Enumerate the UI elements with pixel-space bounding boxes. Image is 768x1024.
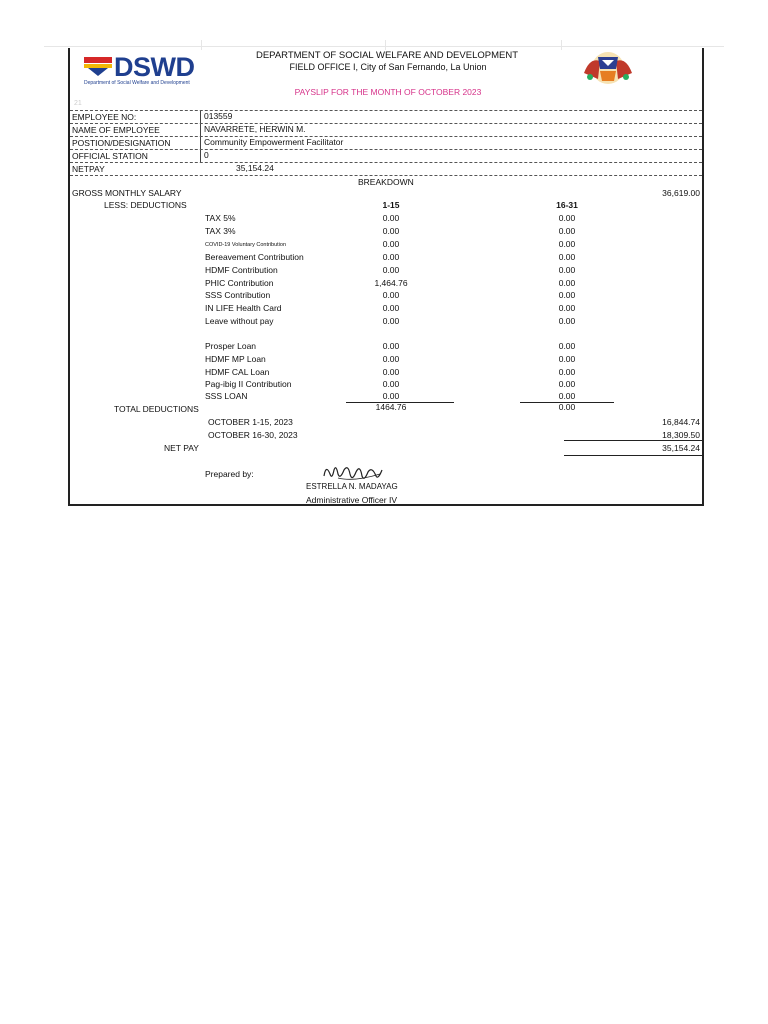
period1-value: 16,844.74 <box>662 417 700 427</box>
period1-label: OCTOBER 1-15, 2023 <box>208 417 293 427</box>
info-value: 35,154.24 <box>236 163 274 173</box>
info-label: NAME OF EMPLOYEE <box>72 125 160 135</box>
total-deductions-1-15: 1464.76 <box>375 402 407 412</box>
deduction-amount-1-15: 0.00 <box>382 265 400 275</box>
deduction-name: Pag-ibig II Contribution <box>205 379 292 389</box>
net-pay-label: NET PAY <box>164 443 199 453</box>
deduction-amount-16-31: 0.00 <box>558 239 576 249</box>
info-label: OFFICIAL STATION <box>72 151 148 161</box>
deduction-amount-16-31: 0.00 <box>558 303 576 313</box>
department-name: DEPARTMENT OF SOCIAL WELFARE AND DEVELOPMENT <box>255 50 518 61</box>
info-value: NAVARRETE, HERWIN M. <box>204 124 306 134</box>
deduction-amount-16-31: 0.00 <box>558 226 576 236</box>
bagong-pilipinas-emblem-icon <box>578 51 638 85</box>
deduction-amount-16-31: 0.00 <box>558 316 576 326</box>
info-row-station <box>70 149 702 162</box>
column-header-1-15: 1-15 <box>382 200 400 210</box>
info-row-name <box>70 123 702 136</box>
deduction-amount-16-31: 0.00 <box>558 391 576 401</box>
deduction-amount-1-15: 0.00 <box>382 367 400 377</box>
info-row-netpay <box>70 162 702 176</box>
info-row-employee-no <box>70 110 702 123</box>
deduction-amount-1-15: 0.00 <box>382 316 400 326</box>
deduction-amount-1-15: 0.00 <box>382 290 400 300</box>
deduction-amount-16-31: 0.00 <box>558 252 576 262</box>
deduction-name: COVID-19 Voluntary Contribution <box>205 242 287 248</box>
info-value: 0 <box>204 150 209 160</box>
total-deductions-16-31: 0.00 <box>558 402 576 412</box>
field-office: FIELD OFFICE I, City of San Fernando, La Union <box>289 62 487 72</box>
deduction-amount-16-31: 0.00 <box>558 354 576 364</box>
deduction-amount-16-31: 0.00 <box>558 213 576 223</box>
deduction-amount-16-31: 0.00 <box>558 341 576 351</box>
deduction-name: HDMF Contribution <box>205 265 278 275</box>
gross-salary-value: 36,619.00 <box>662 188 700 198</box>
deduction-amount-1-15: 0.00 <box>382 226 400 236</box>
deduction-amount-1-15: 0.00 <box>382 379 400 389</box>
deduction-amount-1-15: 0.00 <box>382 252 400 262</box>
deduction-amount-16-31: 0.00 <box>558 379 576 389</box>
deduction-amount-1-15: 0.00 <box>382 341 400 351</box>
info-label: NETPAY <box>72 164 105 174</box>
deduction-name: HDMF MP Loan <box>205 354 266 364</box>
row-marker: 21 <box>74 100 82 107</box>
payslip <box>68 48 704 506</box>
deduction-amount-1-15: 1,464.76 <box>374 278 408 288</box>
deduction-amount-1-15: 0.00 <box>382 391 400 401</box>
deduction-name: SSS Contribution <box>205 290 271 300</box>
deduction-amount-1-15: 0.00 <box>382 239 400 249</box>
signature-scribble-icon <box>320 462 390 484</box>
deduction-name: Prosper Loan <box>205 341 257 351</box>
info-row-designation <box>70 136 702 149</box>
deduction-amount-1-15: 0.00 <box>382 354 400 364</box>
net-pay-underline <box>564 455 702 456</box>
sheet-gridline <box>44 46 724 47</box>
info-label: EMPLOYEE NO: <box>72 112 137 122</box>
signatory-name: ESTRELLA N. MADAYAG <box>306 482 398 491</box>
info-label: POSTION/DESIGNATION <box>72 138 171 148</box>
deduction-name: TAX 3% <box>205 226 236 236</box>
total-deductions-label: TOTAL DEDUCTIONS <box>114 404 199 414</box>
net-pay-value: 35,154.24 <box>662 443 700 453</box>
logo-caption: Department of Social Welfare and Development <box>84 80 190 86</box>
info-value: 013559 <box>204 111 233 121</box>
less-deductions-label: LESS: DEDUCTIONS <box>104 200 187 210</box>
info-value: Community Empowerment Facilitator <box>204 137 344 147</box>
prepared-by-label: Prepared by: <box>205 469 254 479</box>
deduction-amount-16-31: 0.00 <box>558 367 576 377</box>
period2-label: OCTOBER 16-30, 2023 <box>208 430 298 440</box>
gross-salary-label: GROSS MONTHLY SALARY <box>72 188 182 198</box>
column-header-16-31: 16-31 <box>556 200 578 210</box>
deduction-amount-16-31: 0.00 <box>558 265 576 275</box>
breakdown-heading: BREAKDOWN <box>358 177 414 187</box>
deduction-amount-16-31: 0.00 <box>558 278 576 288</box>
deduction-amount-1-15: 0.00 <box>382 213 400 223</box>
deduction-name: IN LIFE Health Card <box>205 303 282 313</box>
deduction-name: Leave without pay <box>205 316 274 326</box>
deduction-name: HDMF CAL Loan <box>205 367 270 377</box>
deduction-name: Bereavement Contribution <box>205 252 304 262</box>
net-pay-rule <box>564 440 702 441</box>
deduction-name: SSS LOAN <box>205 391 248 401</box>
deduction-amount-1-15: 0.00 <box>382 303 400 313</box>
logo-name: DSWD <box>114 52 195 82</box>
signatory-position: Administrative Officer IV <box>306 495 398 505</box>
deduction-amount-16-31: 0.00 <box>558 290 576 300</box>
deduction-name: PHIC Contribution <box>205 278 274 288</box>
deduction-name: TAX 5% <box>205 213 236 223</box>
period2-value: 18,309.50 <box>662 430 700 440</box>
payslip-title: PAYSLIP FOR THE MONTH OF OCTOBER 2023 <box>294 87 482 97</box>
